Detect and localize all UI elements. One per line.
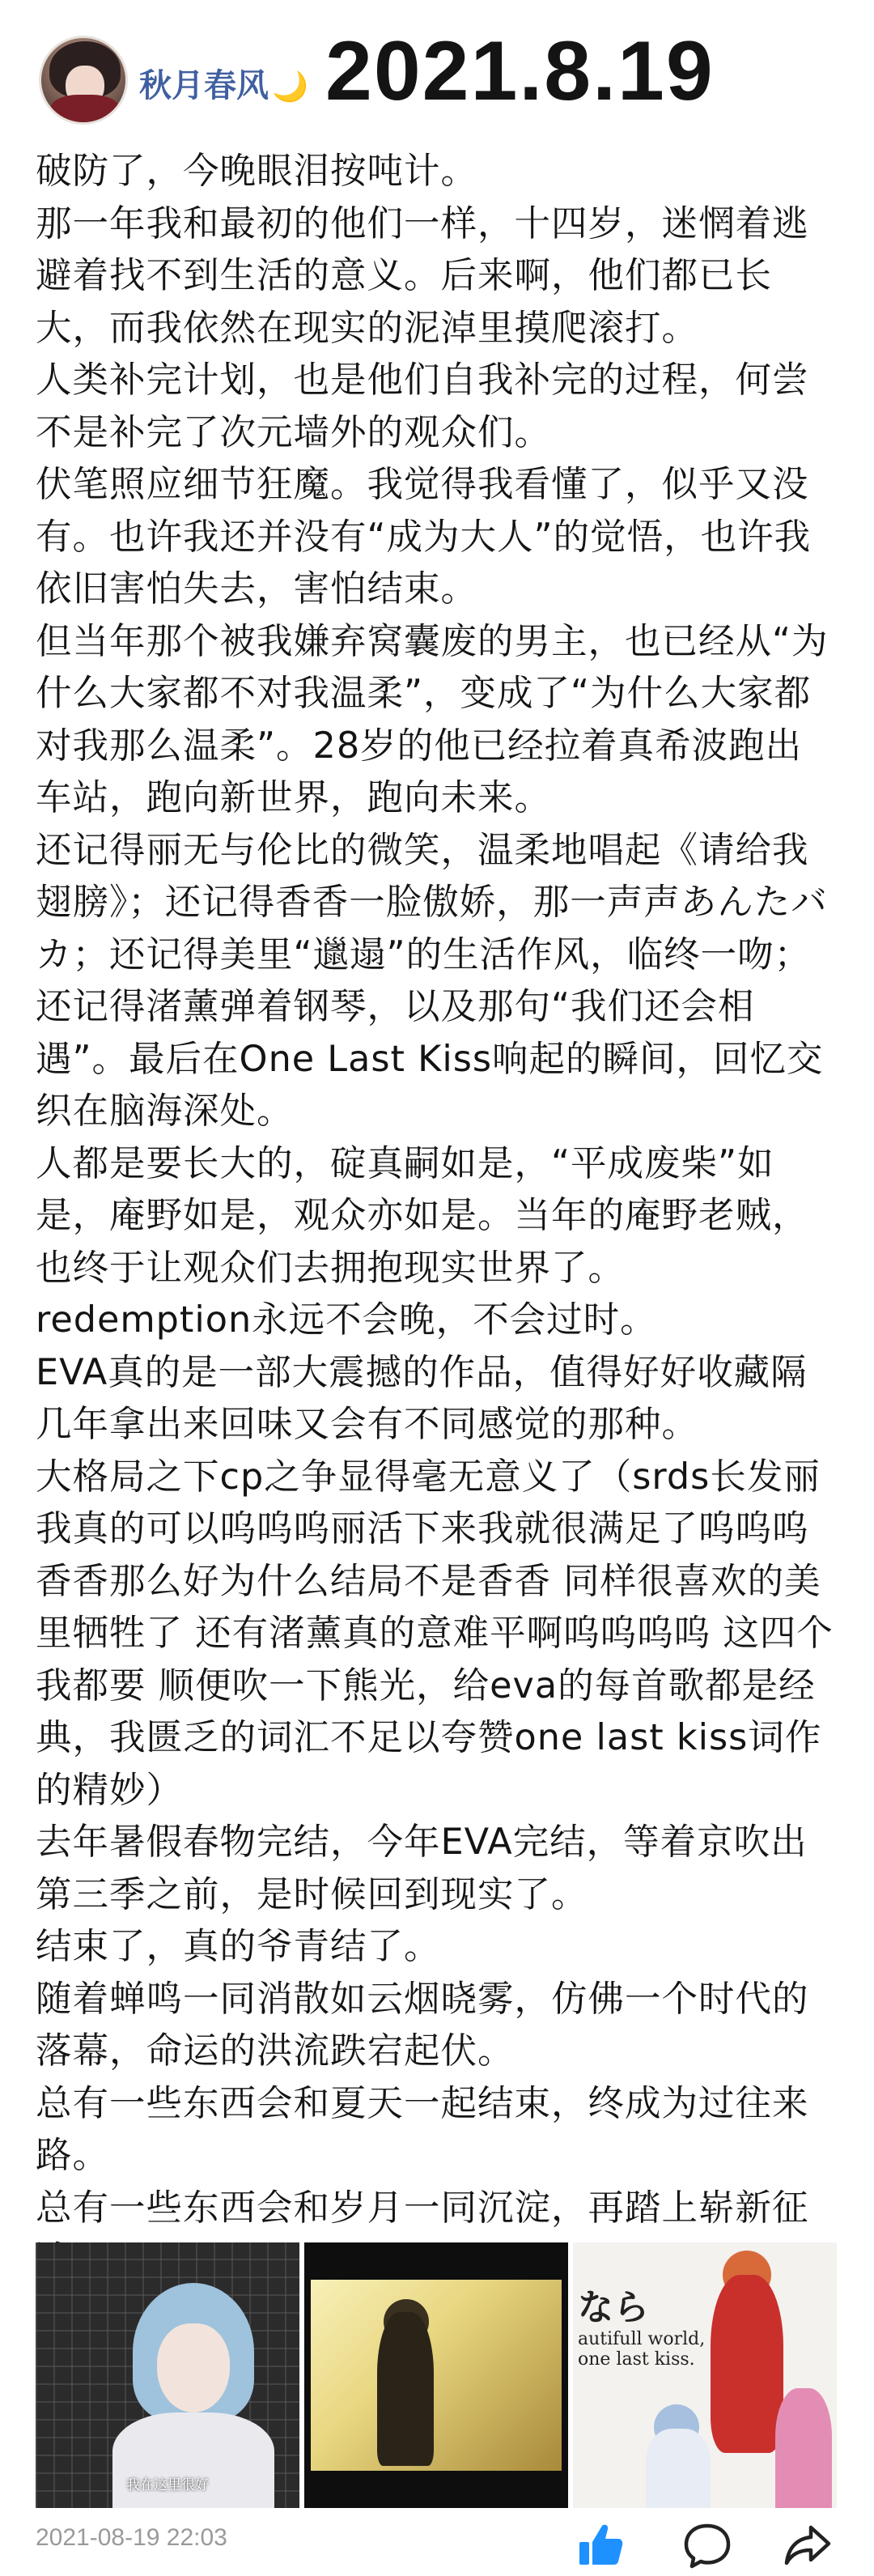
post-paragraph: 但当年那个被我嫌弃窝囊废的男主，也已经从“为什么大家都不对我温柔”，变成了“为什么大家都对我那么温柔”。28岁的他已经拉着真希波跑出车站，跑向新世界，跑向未来。 (36, 620, 829, 818)
character-face (157, 2323, 230, 2412)
share-arrow-icon[interactable] (782, 2519, 834, 2571)
post-body (36, 146, 837, 2287)
image-thumbnail-silhouette[interactable] (304, 2242, 568, 2508)
character-red (711, 2275, 783, 2453)
post-paragraph: 总有一些东西会和夏天一起结束，终成为过往来路。 (36, 2082, 809, 2176)
post-paragraph: 大格局之下cp之争显得毫无意义了（srds长发丽我真的可以呜呜呜丽活下来我就很满足了呜呜呜香香那么好为什么结局不是香香 同样很喜欢的美里牺牲了 还有渚薰真的意难平啊呜呜呜呜 这四个我都要 顺便吹一下熊光，给eva的每首歌都是经典，我匮乏的词汇不足以夸赞one last kiss词作的精妙） (36, 1456, 834, 1811)
post-timestamp: 2021-08-19 22:03 (36, 2524, 227, 2551)
post-paragraph: 还记得丽无与伦比的微笑，温柔地唱起《请给我翅膀》；还记得香香一脸傲娇，那一声声あんたバカ；还记得美里“邋遢”的生活作风，临终一吻；还记得渚薰弹着钢琴，以及那句“我们还会相遇”。最后在One Last Kiss响起的瞬间，回忆交织在脑海深处。 (36, 829, 828, 1132)
post-paragraph: 随着蝉鸣一同消散如云烟晓雾，仿佛一个时代的落幕，命运的洪流跌宕起伏。 (36, 1978, 809, 2072)
avatar-outfit (51, 95, 119, 125)
image-thumbnail-poster[interactable] (573, 2242, 837, 2508)
image-thumbnail-rei[interactable] (36, 2242, 299, 2508)
comment-bubble-icon[interactable] (681, 2519, 733, 2571)
post-paragraph: redemption永远不会晚，不会过时。 (36, 1299, 657, 1341)
image-grid (36, 2242, 837, 2508)
character-body (112, 2412, 274, 2508)
date-overlay: 2021.8.19 (325, 24, 715, 118)
post-paragraph: 破防了，今晚眼泪按吨计。 (36, 151, 478, 192)
post-paragraph: 结束了，真的爷青结了。 (36, 1926, 441, 1967)
silhouette-figure (377, 2312, 434, 2466)
avatar[interactable] (39, 36, 128, 125)
author-name-row[interactable] (139, 60, 308, 106)
character-pink (775, 2388, 832, 2508)
moon-emoji-icon: 🌙 (272, 70, 308, 104)
image-caption: 我在这里很好 (126, 2477, 209, 2493)
poster-text (578, 2288, 705, 2370)
post-paragraph: 那一年我和最初的他们一样，十四岁，迷惘着逃避着找不到生活的意义。后来啊，他们都已长大，而我依然在现实的泥淖里摸爬滚打。 (36, 202, 809, 349)
poster-line-3: one last kiss. (578, 2349, 695, 2370)
author-name[interactable]: 秋月春风 (139, 67, 269, 104)
thumbnail-scene (311, 2280, 562, 2471)
post-footer (0, 2508, 874, 2576)
post-paragraph: EVA真的是一部大震撼的作品，值得好好收藏隔几年拿出来回味又会有不同感觉的那种。 (36, 1351, 808, 1445)
thumbs-up-icon[interactable] (575, 2519, 626, 2571)
poster-line-2: autifull world, (578, 2328, 706, 2349)
post-header (0, 0, 874, 146)
character-blue (646, 2429, 711, 2508)
post-paragraph: 人都是要长大的，碇真嗣如是，“平成废柴”如是，庵野如是，观众亦如是。当年的庵野老贼，也终于让观众们去拥抱现实世界了。 (36, 1142, 809, 1289)
post-paragraph: 总有一些东西会和岁月一同沉淀，再踏上崭新征 (36, 2187, 809, 2229)
post-paragraph: 人类补完计划，也是他们自我补完的过程，何尝不是补完了次元墙外的观众们。 (36, 359, 809, 453)
post-paragraph: 伏笔照应细节狂魔。我觉得我看懂了，似乎又没有。也许我还并没有“成为大人”的觉悟，也许我依旧害怕失去，害怕结束。 (36, 464, 812, 610)
post-paragraph: 去年暑假春物完结，今年EVA完结，等着京吹出第三季之前，是时候回到现实了。 (36, 1821, 808, 1915)
poster-line-1: なら (578, 2287, 649, 2328)
